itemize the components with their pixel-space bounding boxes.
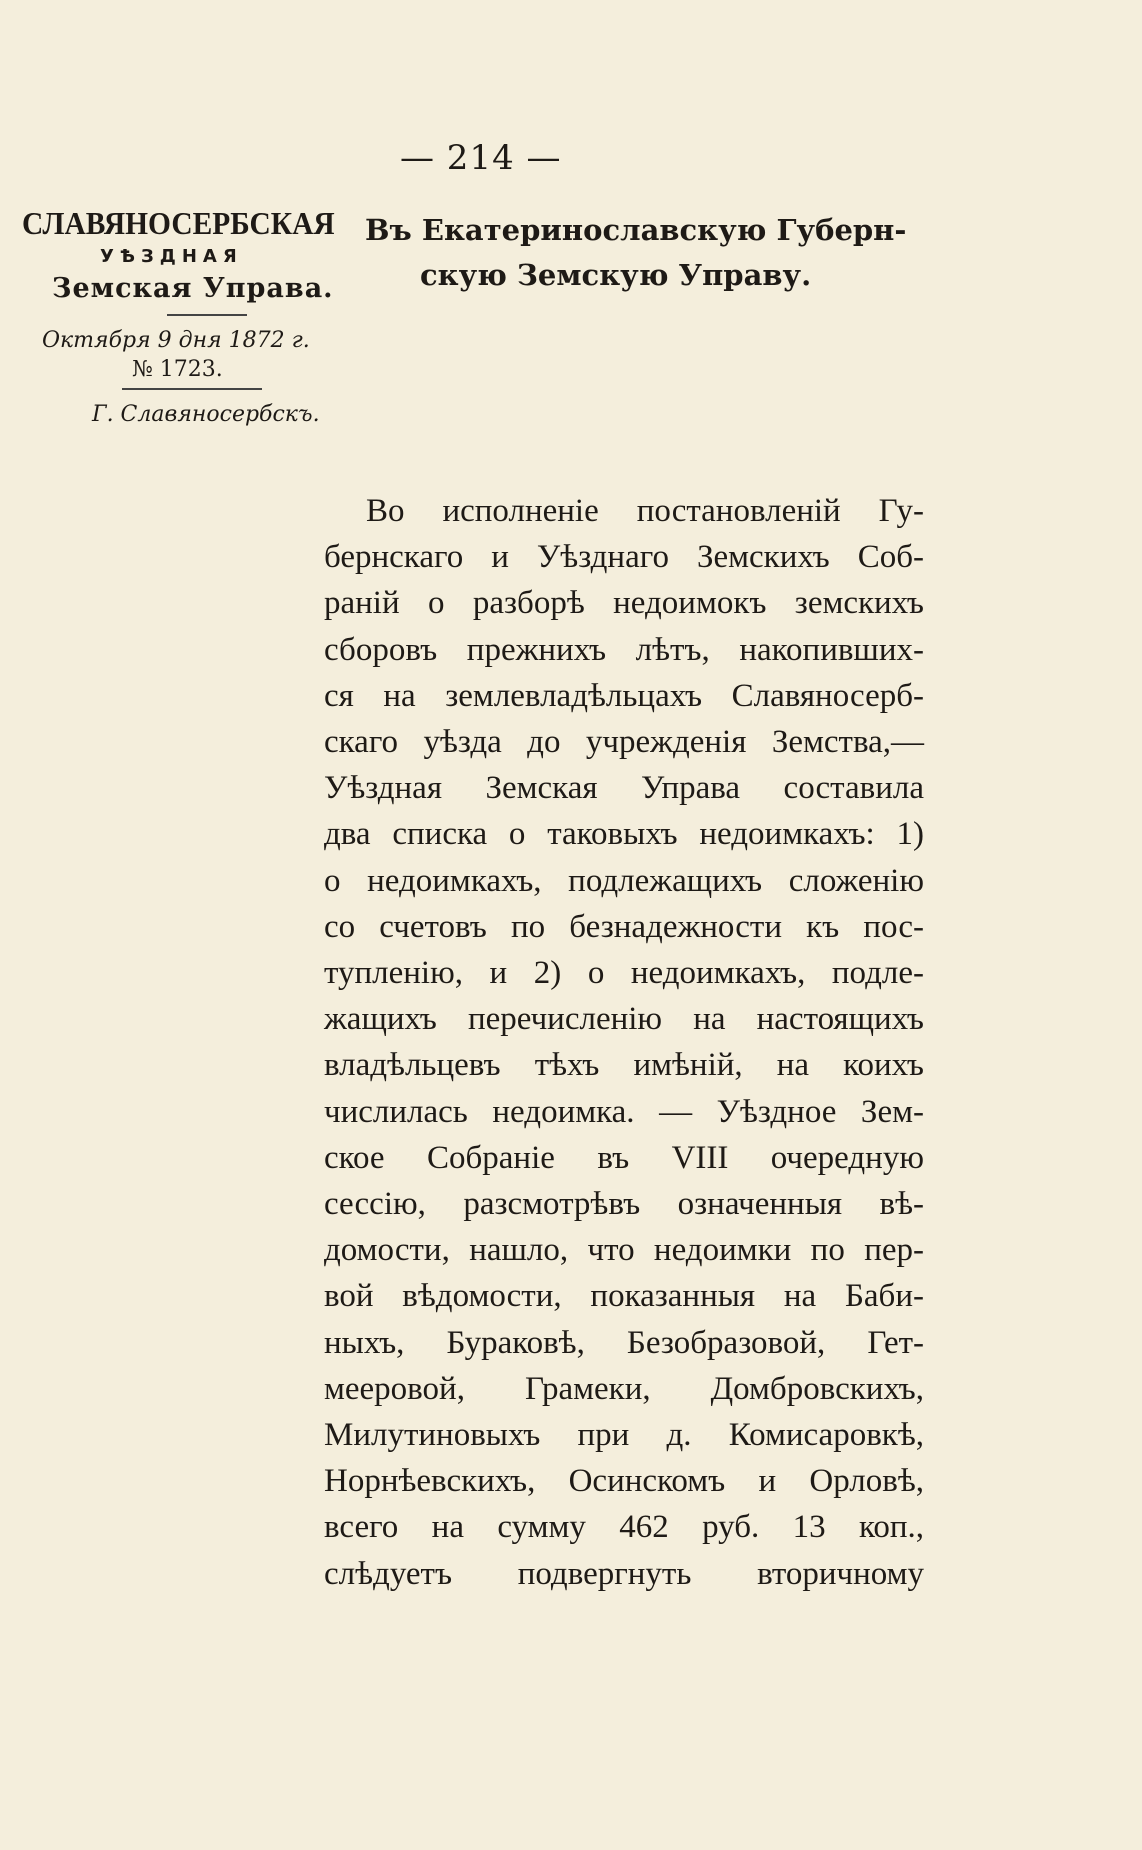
body-line: мееровой, Грамеки, Домбровскихъ, <box>324 1370 924 1407</box>
sender-block <box>22 205 342 427</box>
body-line: ское Собраніе въ VIII очередную <box>324 1139 924 1176</box>
sender-office: Земская Управа. <box>52 273 334 304</box>
body-line: вой вѣдомости, показанныя на Баби- <box>324 1278 924 1315</box>
body-line: домости, нашло, что недоимки по пер- <box>324 1232 924 1269</box>
divider <box>122 388 262 390</box>
body-line: Милутиновыхъ при д. Комисаровкѣ, <box>324 1417 924 1454</box>
body-line: владѣльцевъ тѣхъ имѣній, на коихъ <box>324 1047 924 1084</box>
body-line: сборовъ прежнихъ лѣтъ, накопивших- <box>324 631 924 668</box>
body-text <box>324 488 924 1597</box>
body-line: скаго уѣзда до учрежденія Земства,— <box>324 724 924 761</box>
body-line: Во исполненіе постановленій Гу- <box>366 493 924 529</box>
body-line: два списка о таковыхъ недоимкахъ: 1) <box>324 816 924 853</box>
body-line: бернскаго и Уѣзднаго Земскихъ Соб- <box>324 539 924 576</box>
addressee-line: скую Земскую Управу. <box>420 257 812 292</box>
sender-name: СЛАВЯНОСЕРБСКАЯ <box>22 205 335 241</box>
body-line: числилась недоимка. — Уѣздное Зем- <box>324 1093 924 1130</box>
addressee-block <box>365 208 935 298</box>
body-line: жащихъ перечисленію на настоящихъ <box>324 1001 924 1038</box>
divider <box>167 314 247 316</box>
body-line: Уѣздная Земская Управа составила <box>324 770 924 807</box>
body-line: ся на землевладѣльцахъ Славяносерб- <box>324 677 924 714</box>
document-number: № 1723. <box>132 357 223 382</box>
body-line: всего на сумму 462 руб. 13 коп., <box>324 1509 924 1546</box>
body-line: Норнѣевскихъ, Осинскомъ и Орловѣ, <box>324 1463 924 1500</box>
page-number: — 214 — <box>400 138 562 178</box>
body-line: со счетовъ по безнадежности къ пос- <box>324 908 924 945</box>
addressee-line: Въ Екатеринославскую Губерн- <box>365 213 907 247</box>
body-line: слѣдуетъ подвергнуть вторичному <box>324 1555 924 1592</box>
body-line: раній о разборѣ недоимокъ земскихъ <box>324 585 924 622</box>
sender-subtitle: УѢЗДНАЯ <box>100 246 243 267</box>
sender-date: Октября 9 дня 1872 г. <box>42 328 310 353</box>
body-line: ныхъ, Бураковѣ, Безобразовой, Гет- <box>324 1324 924 1361</box>
body-line: сессію, разсмотрѣвъ означенныя вѣ- <box>324 1186 924 1223</box>
body-line: тупленію, и 2) о недоимкахъ, подле- <box>324 955 924 992</box>
sender-place: Г. Славяносербскъ. <box>92 402 320 427</box>
body-line: о недоимкахъ, подлежащихъ сложенію <box>324 862 924 899</box>
